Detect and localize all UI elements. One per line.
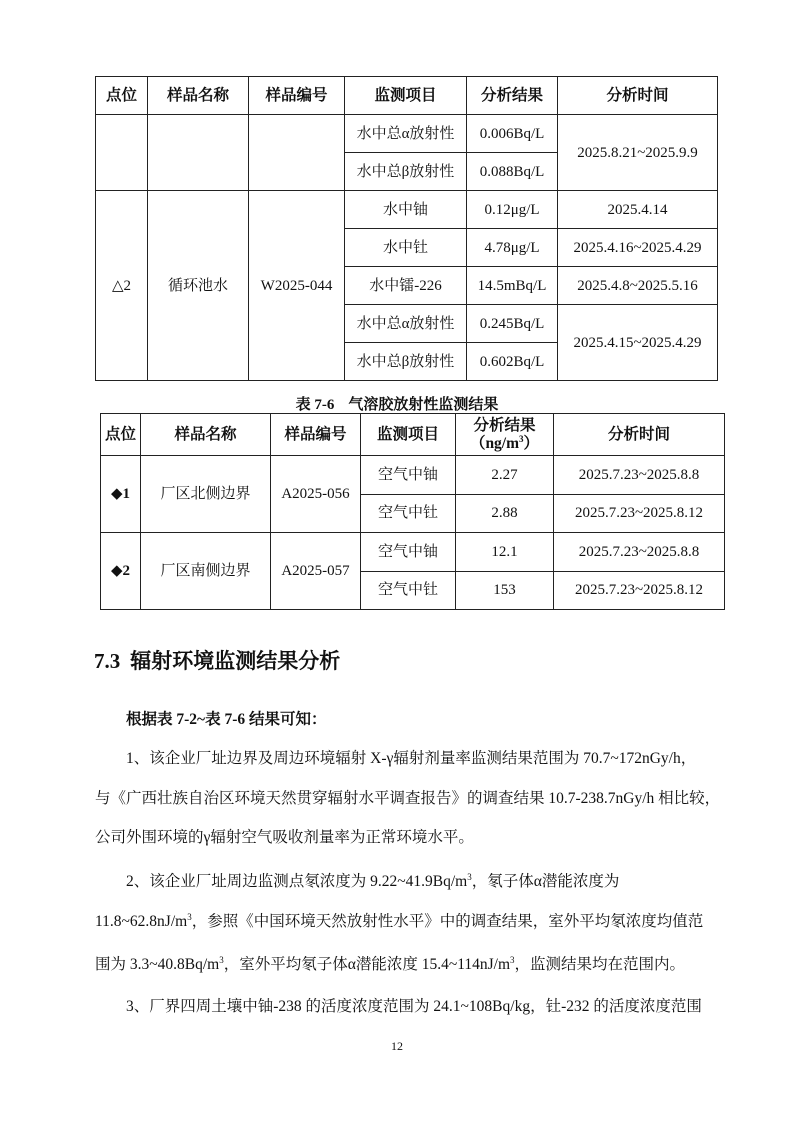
cell-item: 空气中铀 [361,533,456,572]
header-sample-code: 样品编号 [271,414,361,456]
cell-item: 水中铀 [345,191,467,229]
cell-time: 2025.7.23~2025.8.8 [554,533,725,572]
cell-time: 2025.7.23~2025.8.12 [554,494,725,533]
table-header-row [101,414,725,456]
header-point: 点位 [101,414,141,456]
cell-item: 水中总α放射性 [345,305,467,343]
water-results-table-continued [95,76,718,381]
paragraph-1-line-3: 公司外围环境的γ辐射空气吸收剂量率为正常环境水平。 [95,829,474,846]
header-sample-code: 样品编号 [249,77,345,115]
cell-time: 2025.4.8~2025.5.16 [558,267,718,305]
header-result [456,414,554,456]
cell-point: ◆1 [101,456,141,533]
text-segment: 围为 3.3~40.8Bq/m [95,956,220,973]
intro-paragraph: 根据表 7-2~表 7-6 结果可知： [126,711,327,728]
caption-number: 表 7-6 [295,397,335,413]
cell-result: 2.88 [456,494,554,533]
caption-title: 气溶胶放射性监测结果 [348,397,499,413]
paragraph-1-line-1: 1、该企业厂址边界及周边环境辐射 X-γ辐射剂量率监测结果范围为 70.7~172nGy/h， [126,750,697,767]
table-caption [0,393,794,414]
cell-sample-name: 厂区南侧边界 [141,533,271,610]
text-segment: ，室外平均氡子体α潜能浓度 15.4~114nJ/m [223,956,511,973]
header-time: 分析时间 [554,414,725,456]
cell-item: 水中总β放射性 [345,153,467,191]
cell-result: 153 [456,571,554,610]
section-heading [94,645,340,675]
cell-result: 2.27 [456,456,554,495]
cell-result: 0.12μg/L [467,191,558,229]
header-result-unit [456,435,553,453]
cell-sample-code: W2025-044 [249,191,345,381]
unit-suffix: ） [523,434,540,452]
header-result: 分析结果 [467,77,558,115]
paragraph-2-line-2 [95,912,720,932]
table-row [101,456,725,495]
cell-sample-code: A2025-057 [271,533,361,610]
cell-item: 空气中钍 [361,571,456,610]
table-row [101,533,725,572]
text-segment: ，参照《中国环境天然放射性水平》中的调查结果，室外平均氡浓度均值范 [191,913,704,930]
section-number: 7.3 [94,649,121,673]
unit-sup: 3 [519,433,524,444]
paragraph-1-line-2: 与《广西壮族自治区环境天然贯穿辐射水平调查报告》的调查结果 10.7-238.7nGy/h 相比较， [95,790,721,807]
cell-time: 2025.7.23~2025.8.8 [554,456,725,495]
aerosol-results-table [100,413,725,610]
cell-item: 空气中铀 [361,456,456,495]
superscript: 3 [187,912,192,922]
cell-result: 0.006Bq/L [467,115,558,153]
cell-code-empty [249,115,345,191]
header-sample-name: 样品名称 [148,77,249,115]
cell-sample-name: 循环池水 [148,191,249,381]
section-title: 辐射环境监测结果分析 [130,649,341,673]
cell-sample-code: A2025-056 [271,456,361,533]
header-item: 监测项目 [345,77,467,115]
text-segment: ，监测结果均在范围内。 [514,956,686,973]
cell-item: 水中镭-226 [345,267,467,305]
text-segment: 11.8~62.8nJ/m [95,913,188,930]
header-item: 监测项目 [361,414,456,456]
paragraph-2-line-3 [95,955,720,975]
cell-item: 空气中钍 [361,494,456,533]
text-segment: 2、该企业厂址周边监测点氡浓度为 9.22~41.9Bq/m [126,873,468,890]
table-row [96,115,718,153]
cell-point-empty [96,115,148,191]
page-number: 12 [391,1039,403,1053]
text-segment: ，氡子体α潜能浓度为 [471,873,620,890]
superscript: 3 [219,955,224,965]
header-sample-name: 样品名称 [141,414,271,456]
header-point: 点位 [96,77,148,115]
cell-result: 0.088Bq/L [467,153,558,191]
cell-time: 2025.7.23~2025.8.12 [554,571,725,610]
paragraph-2-line-1 [95,872,751,892]
cell-point: △2 [96,191,148,381]
cell-time: 2025.8.21~2025.9.9 [558,115,718,191]
cell-result: 12.1 [456,533,554,572]
cell-point: ◆2 [101,533,141,610]
cell-result: 0.602Bq/L [467,343,558,381]
paragraph-3-line-1: 3、厂界四周土壤中铀-238 的活度浓度范围为 24.1~108Bq/kg，钍-232 的活度浓度范围 [126,998,702,1015]
cell-item: 水中总α放射性 [345,115,467,153]
cell-result: 4.78μg/L [467,229,558,267]
cell-sample-name: 厂区北侧边界 [141,456,271,533]
superscript: 3 [467,872,472,882]
header-result-label: 分析结果 [473,416,536,434]
cell-item: 水中总β放射性 [345,343,467,381]
cell-result: 0.245Bq/L [467,305,558,343]
table-header-row [96,77,718,115]
cell-time: 2025.4.16~2025.4.29 [558,229,718,267]
cell-result: 14.5mBq/L [467,267,558,305]
table-row [96,191,718,229]
unit-prefix: （ng/m [469,434,520,452]
cell-time: 2025.4.14 [558,191,718,229]
superscript: 3 [510,955,515,965]
cell-item: 水中钍 [345,229,467,267]
header-time: 分析时间 [558,77,718,115]
cell-time: 2025.4.15~2025.4.29 [558,305,718,381]
cell-name-empty [148,115,249,191]
